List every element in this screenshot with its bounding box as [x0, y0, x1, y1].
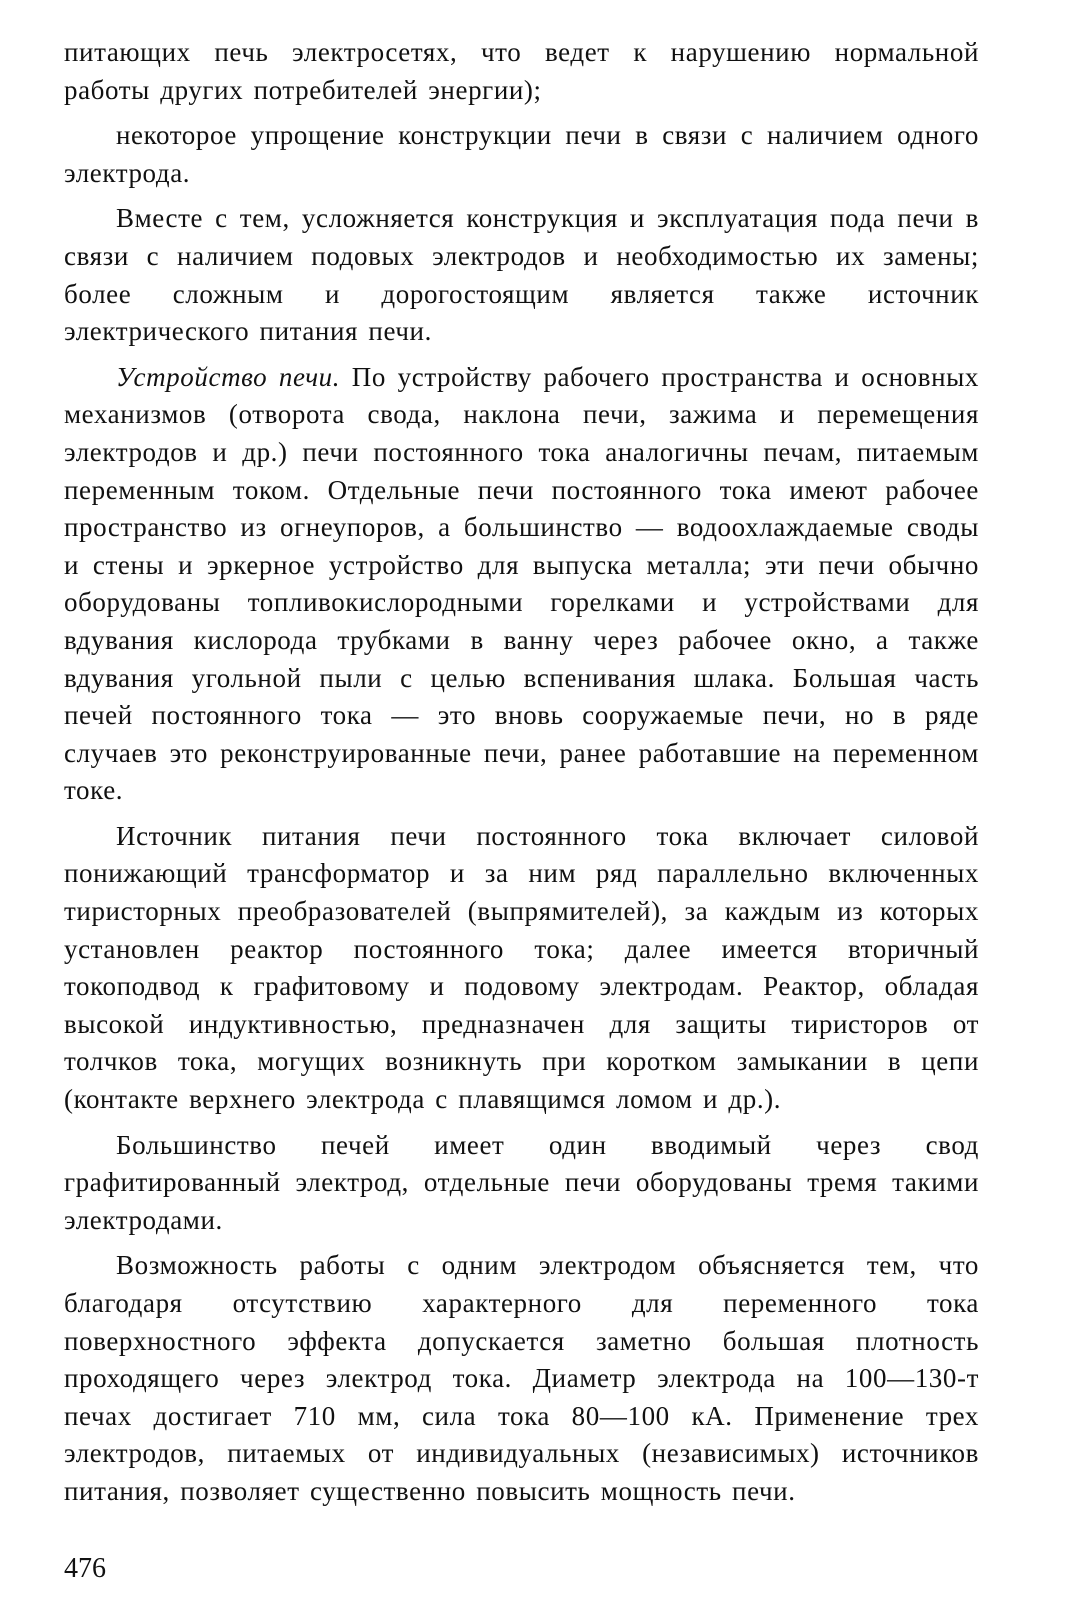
- paragraph-3-text: Вместе с тем, усложняется конструкция и эксплуатация пода печи в связи с наличием подовых электродов и необходимостью их замены; более сложным и дорогостоящим является также источник электрического питания печи.: [64, 203, 979, 347]
- paragraph-1: [64, 34, 979, 109]
- paragraph-4-text: По устройству рабочего пространства и основных механизмов (отворота свода, наклона печи, зажима и перемещения электродов и др.) печи постоянного тока аналогичны печам, питаемым переменным током. Отдельные печи постоянного тока имеют рабочее пространство из огнеупоров, а большинство — водоохлаждаемые своды и стены и эркерное устройство для выпуска металла; эти печи обычно оборудованы топливокислородными горелками и устройствами для вдувания кислорода трубками в ванну через рабочее окно, а также вдувания угольной пыли с целью вспенивания шлака. Большая часть печей постоянного тока — это вновь сооружаемые печи, но в ряде случаев это реконструированные печи, ранее работавшие на переменном токе.: [64, 361, 979, 806]
- page-number: 476: [64, 1553, 106, 1584]
- paragraph-1-text: питающих печь электросетях, что ведет к нарушению нормальной работы других потребителей энергии);: [64, 37, 979, 105]
- paragraph-3: [64, 200, 979, 350]
- paragraph-2-text: некоторое упрощение конструкции печи в связи с наличием одного электрода.: [64, 120, 979, 188]
- paragraph-6-text: Большинство печей имеет один вводимый через свод графитированный электрод, отдельные печи оборудованы тремя такими электродами.: [64, 1129, 979, 1235]
- paragraph-5-text: Источник питания печи постоянного тока включает силовой понижающий трансформатор и за ним ряд параллельно включенных тиристорных преобразователей (выпрямителей), за каждым из которых установлен реактор постоянного тока; далее имеется вторичный токоподвод к графитовому и подовому электродам. Реактор, обладая высокой индуктивностью, предназначен для защиты тиристоров от толчков тока, могущих возникнуть при коротком замыкании в цепи (контакте верхнего электрода с плавящимся ломом и др.).: [64, 820, 979, 1115]
- paragraph-4: [64, 359, 979, 810]
- page-body: [64, 34, 979, 1519]
- paragraph-5: [64, 818, 979, 1119]
- section-heading-furnace-design: Устройство печи.: [116, 361, 341, 392]
- paragraph-6: [64, 1127, 979, 1240]
- paragraph-2: [64, 117, 979, 192]
- paragraph-7-text: Возможность работы с одним электродом объясняется тем, что благодаря отсутствию характерного для переменного тока поверхностного эффекта допускается заметно большая плотность проходящего через электрод тока. Диаметр электрода на 100—130-т печах достигает 710 мм, сила тока 80—100 кА. Применение трех электродов, питаемых от индивидуальных (независимых) источников питания, позволяет существенно повысить мощность печи.: [64, 1250, 979, 1506]
- paragraph-7: [64, 1247, 979, 1510]
